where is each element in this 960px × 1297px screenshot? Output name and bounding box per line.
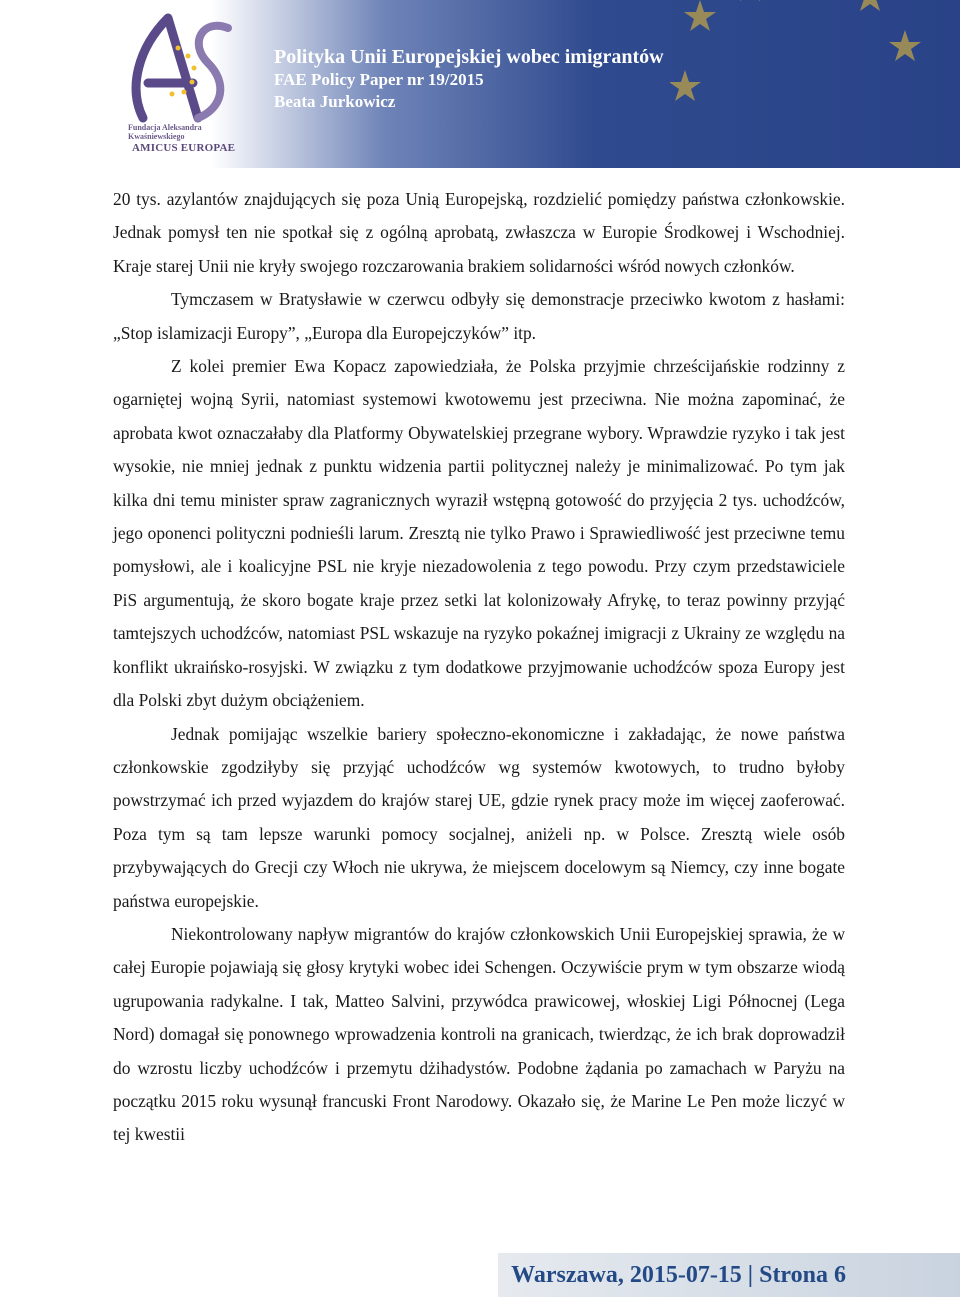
paragraph: Z kolei premier Ewa Kopacz zapowiedziała, że Polska przyjmie chrześcijańskie rodzinny z ogarniętej wojną Syrii, natomiast systemowi kwotowemu jest przeciwna. Nie można zapominać, że aprobata kwot oznaczałaby dla Platformy Obywatelskiej przegrane wybory. Wprawdzie ryzyko i tak jest wysokie, nie mniej jednak z punktu widzenia partii politycznej należy je minimalizować. Po tym jak kilka dni temu minister spraw zagranicznych wyraził wstępną gotowość do przyjęcia 2 tys. uchodźców, jego oponenci polityczni podnieśli larum. Zresztą nie tylko Prawo i Sprawiedliwość jest przeciwne temu pomysłowi, ale i koalicyjne PSL nie kryje niezadowolenia z tego powodu. Przy czym przedstawiciele PiS argumentują, że skoro bogate kraje przez setki lat kolonizowały Afrykę, to teraz powinny przyjąć tamtejszych uchodźców, natomiast PSL wskazuje na ryzyko pokaźnej imigracji z Ukrainy ze względu na konflikt ukraińsko-rosyjski. W związku z tym dodatkowe przyjmowanie uchodźców spoza Europy jest dla Polski zbyt dużym obciążeniem. (113, 356, 845, 711)
paragraph: Tymczasem w Bratysławie w czerwcu odbyły się demonstracje przeciwko kwotom z hasłami: „Stop islamizacji Europy”, „Europa dla Europejczyków” itp. (113, 289, 845, 343)
author-name: Beata Jurkowicz (274, 92, 396, 111)
series-label: FAE Policy Paper nr 19/2015 (274, 70, 484, 89)
logo-title: AMICUS EUROPAE (132, 142, 236, 154)
footer-location-date-page: Warszawa, 2015-07-15 | Strona 6 (511, 1262, 846, 1288)
body-text (113, 183, 845, 1152)
document-title: Polityka Unii Europejskiej wobec imigrantów (274, 46, 664, 68)
eu-stars-icon (670, 0, 930, 160)
paragraph: 20 tys. azylantów znajdujących się poza Unią Europejską, rozdzielić pomiędzy państwa członkowskie. Jednak pomysł ten nie spotkał się z ogólną aprobatą, zwłaszcza w Europie Środkowej i Wschodniej. Kraje starej Unii nie kryły swojego rozczarowania brakiem solidarności wśród nowych członków. (113, 189, 845, 276)
paragraph: Niekontrolowany napływ migrantów do krajów członkowskich Unii Europejskiej sprawia, że w całej Europie pojawiają się głosy krytyki wobec idei Schengen. Oczywiście prym w tym obszarze wiodą ugrupowania radykalne. I tak, Matteo Salvini, przywódca prawicowej, włoskiej Ligi Północnej (Lega Nord) domagał się ponownego wprowadzenia kontroli na granicach, twierdząc, że ich brak doprowadził do wzrostu liczby uchodźców i przemytu dżihadystów. Podobne żądania po zamachach w Paryżu na początku 2015 roku wysunął francuski Front Narodowy. Okazało się, że Marine Le Pen może liczyć w tej kwestii (113, 923, 845, 1145)
paragraph: Jednak pomijając wszelkie bariery społeczno-ekonomiczne i zakładając, że nowe państwa członkowskie zgodziłyby się przyjąć uchodźców wg systemów kwotowych, to trudno byłoby powstrzymać ich przed wyjazdem do krajów starej UE, gdzie rynek pracy może im więcej zaoferować. Poza tym są tam lepsze warunki pomocy socjalnej, aniżeli np. w Polsce. Zresztą wiele osób przybywających do Grecji czy Włoch nie ukrywa, że miejscem docelowym są Niemcy, czy inne bogate państwa europejskie. (113, 723, 845, 911)
logo-subtitle: Fundacja Aleksandra Kwaśniewskiego (128, 123, 202, 141)
header-text (274, 45, 664, 113)
page-header (0, 0, 960, 168)
